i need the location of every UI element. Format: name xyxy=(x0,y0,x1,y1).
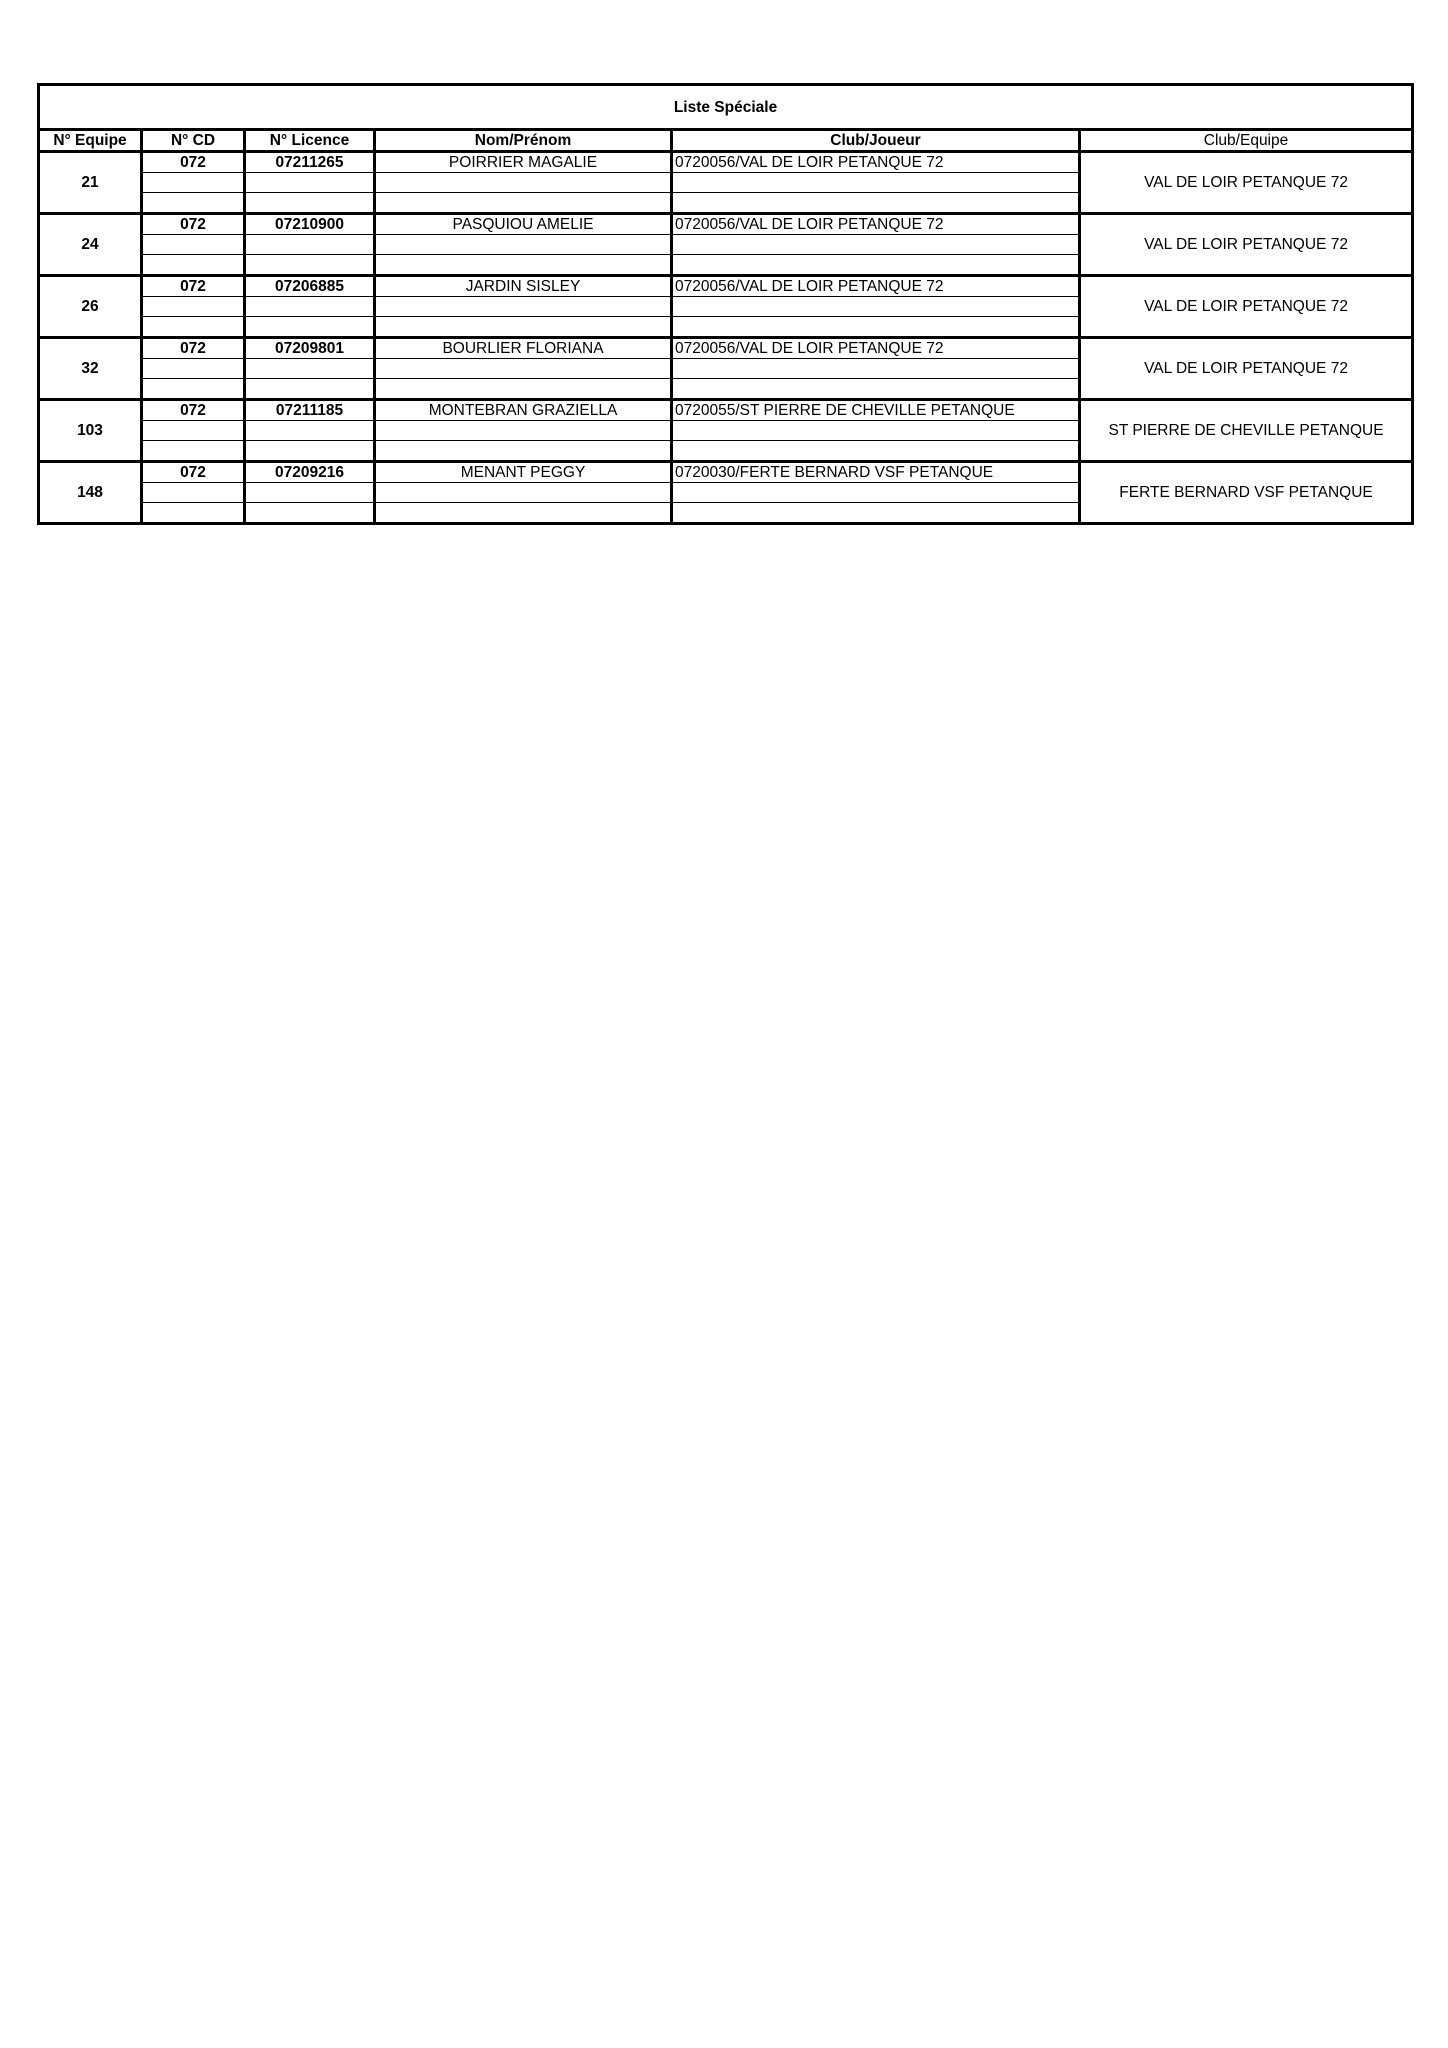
empty-licence-cell xyxy=(245,483,375,503)
empty-cd-cell xyxy=(142,359,245,379)
empty-name-cell xyxy=(375,441,672,462)
header-club-joueur: Club/Joueur xyxy=(672,130,1080,152)
empty-name-cell xyxy=(375,421,672,441)
empty-club-cell xyxy=(672,317,1080,338)
empty-licence-cell xyxy=(245,297,375,317)
team-row xyxy=(39,462,1413,483)
team-row xyxy=(39,276,1413,297)
empty-name-cell xyxy=(375,317,672,338)
licence-number: 07210900 xyxy=(245,214,375,235)
empty-name-cell xyxy=(375,379,672,400)
team-number: 24 xyxy=(39,214,142,276)
empty-cd-cell xyxy=(142,441,245,462)
player-club: 0720056/VAL DE LOIR PETANQUE 72 xyxy=(672,152,1080,173)
team-club: VAL DE LOIR PETANQUE 72 xyxy=(1080,338,1413,400)
empty-club-cell xyxy=(672,193,1080,214)
empty-licence-cell xyxy=(245,317,375,338)
empty-licence-cell xyxy=(245,193,375,214)
empty-licence-cell xyxy=(245,173,375,193)
document-page xyxy=(37,83,1411,525)
empty-club-cell xyxy=(672,379,1080,400)
player-club: 0720056/VAL DE LOIR PETANQUE 72 xyxy=(672,338,1080,359)
team-row xyxy=(39,400,1413,421)
player-name: BOURLIER FLORIANA xyxy=(375,338,672,359)
empty-cd-cell xyxy=(142,503,245,524)
empty-name-cell xyxy=(375,483,672,503)
header-row xyxy=(39,130,1413,152)
empty-cd-cell xyxy=(142,193,245,214)
document-title: Liste Spéciale xyxy=(39,85,1413,130)
empty-club-cell xyxy=(672,421,1080,441)
cd-number: 072 xyxy=(142,152,245,173)
team-number: 103 xyxy=(39,400,142,462)
empty-club-cell xyxy=(672,441,1080,462)
cd-number: 072 xyxy=(142,214,245,235)
header-equipe: N° Equipe xyxy=(39,130,142,152)
empty-name-cell xyxy=(375,193,672,214)
team-club: VAL DE LOIR PETANQUE 72 xyxy=(1080,152,1413,214)
empty-cd-cell xyxy=(142,173,245,193)
header-nom: Nom/Prénom xyxy=(375,130,672,152)
team-number: 26 xyxy=(39,276,142,338)
empty-licence-cell xyxy=(245,421,375,441)
empty-club-cell xyxy=(672,235,1080,255)
cd-number: 072 xyxy=(142,462,245,483)
player-name: PASQUIOU AMELIE xyxy=(375,214,672,235)
team-club: FERTE BERNARD VSF PETANQUE xyxy=(1080,462,1413,524)
team-club: ST PIERRE DE CHEVILLE PETANQUE xyxy=(1080,400,1413,462)
player-club: 0720056/VAL DE LOIR PETANQUE 72 xyxy=(672,276,1080,297)
empty-cd-cell xyxy=(142,255,245,276)
empty-club-cell xyxy=(672,173,1080,193)
player-club: 0720056/VAL DE LOIR PETANQUE 72 xyxy=(672,214,1080,235)
empty-name-cell xyxy=(375,297,672,317)
player-name: MONTEBRAN GRAZIELLA xyxy=(375,400,672,421)
empty-cd-cell xyxy=(142,379,245,400)
empty-name-cell xyxy=(375,255,672,276)
empty-licence-cell xyxy=(245,441,375,462)
empty-name-cell xyxy=(375,235,672,255)
player-name: MENANT PEGGY xyxy=(375,462,672,483)
empty-licence-cell xyxy=(245,359,375,379)
cd-number: 072 xyxy=(142,276,245,297)
empty-name-cell xyxy=(375,503,672,524)
empty-name-cell xyxy=(375,359,672,379)
player-club: 0720030/FERTE BERNARD VSF PETANQUE xyxy=(672,462,1080,483)
empty-licence-cell xyxy=(245,235,375,255)
empty-club-cell xyxy=(672,503,1080,524)
empty-cd-cell xyxy=(142,297,245,317)
header-licence: N° Licence xyxy=(245,130,375,152)
team-row xyxy=(39,338,1413,359)
liste-speciale-table xyxy=(37,83,1414,525)
cd-number: 072 xyxy=(142,400,245,421)
empty-club-cell xyxy=(672,297,1080,317)
empty-club-cell xyxy=(672,255,1080,276)
empty-cd-cell xyxy=(142,235,245,255)
empty-name-cell xyxy=(375,173,672,193)
title-row xyxy=(39,85,1413,130)
empty-licence-cell xyxy=(245,379,375,400)
header-cd: N° CD xyxy=(142,130,245,152)
player-name: JARDIN SISLEY xyxy=(375,276,672,297)
header-club-equipe: Club/Equipe xyxy=(1080,130,1413,152)
player-name: POIRRIER MAGALIE xyxy=(375,152,672,173)
team-number: 21 xyxy=(39,152,142,214)
team-club: VAL DE LOIR PETANQUE 72 xyxy=(1080,214,1413,276)
team-number: 148 xyxy=(39,462,142,524)
team-row xyxy=(39,152,1413,173)
empty-cd-cell xyxy=(142,317,245,338)
team-number: 32 xyxy=(39,338,142,400)
licence-number: 07211265 xyxy=(245,152,375,173)
empty-cd-cell xyxy=(142,421,245,441)
empty-licence-cell xyxy=(245,503,375,524)
empty-licence-cell xyxy=(245,255,375,276)
empty-club-cell xyxy=(672,359,1080,379)
licence-number: 07211185 xyxy=(245,400,375,421)
licence-number: 07209801 xyxy=(245,338,375,359)
player-club: 0720055/ST PIERRE DE CHEVILLE PETANQUE xyxy=(672,400,1080,421)
team-list xyxy=(39,152,1413,524)
licence-number: 07209216 xyxy=(245,462,375,483)
team-club: VAL DE LOIR PETANQUE 72 xyxy=(1080,276,1413,338)
cd-number: 072 xyxy=(142,338,245,359)
empty-club-cell xyxy=(672,483,1080,503)
empty-cd-cell xyxy=(142,483,245,503)
licence-number: 07206885 xyxy=(245,276,375,297)
team-row xyxy=(39,214,1413,235)
